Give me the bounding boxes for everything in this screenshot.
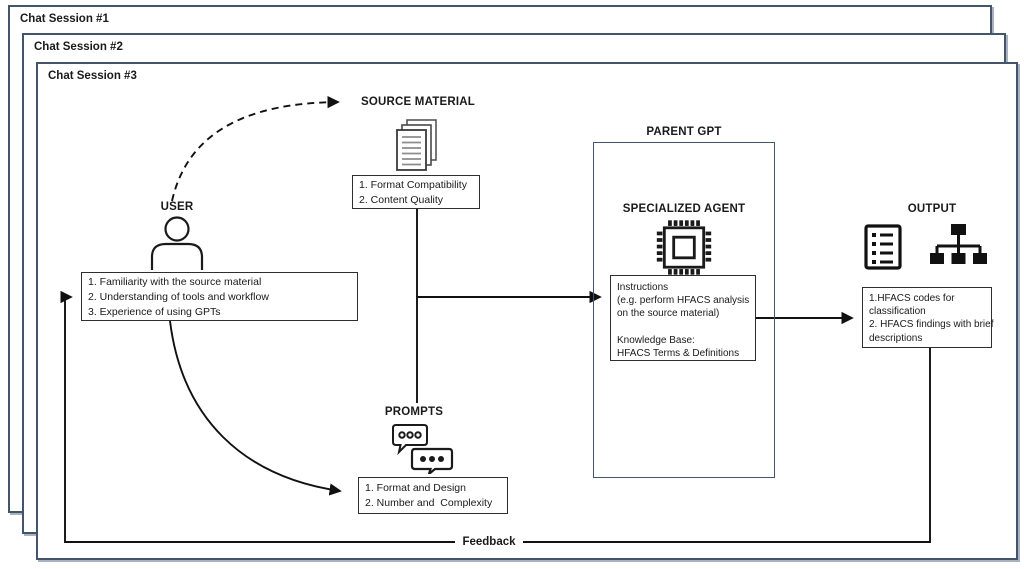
parent-gpt-title: PARENT GPT	[646, 126, 722, 138]
person-icon	[149, 215, 205, 271]
chat-session-3-label: Chat Session #3	[48, 70, 137, 82]
instruction-line: on the source material)	[617, 308, 720, 320]
source-material-factor: 2. Content Quality	[359, 194, 444, 206]
instruction-line: Knowledge Base:	[617, 334, 695, 346]
user-factor: 3. Experience of using GPTs	[88, 306, 221, 318]
instruction-line: HFACS Terms & Definitions	[617, 348, 740, 359]
checklist-icon	[864, 224, 903, 270]
instruction-line: Instructions	[617, 282, 669, 293]
prompts-factor: 2. Number and Complexity	[365, 497, 493, 509]
agent-instructions-box	[610, 275, 756, 361]
source-material-title: SOURCE MATERIAL	[361, 96, 475, 108]
feedback-label: Feedback	[455, 534, 523, 551]
chat-bubbles-icon	[391, 423, 455, 474]
instruction-line	[617, 321, 749, 334]
source-material-factor: 1. Format Compatibility	[359, 179, 467, 191]
output-line: 2. HFACS findings with brief	[869, 319, 994, 331]
user-factors-box	[81, 272, 358, 321]
prompts-factors-box	[358, 477, 508, 514]
chat-session-2-label: Chat Session #2	[34, 41, 123, 53]
user-title: USER	[160, 201, 194, 213]
user-factor: 1. Familiarity with the source material	[88, 276, 262, 288]
specialized-agent-title: SPECIALIZED AGENT	[622, 203, 746, 215]
hierarchy-icon	[929, 222, 988, 268]
user-factor: 2. Understanding of tools and workflow	[88, 291, 269, 303]
chat-session-1-label: Chat Session #1	[20, 13, 109, 25]
output-line: classification	[869, 306, 926, 318]
instruction-line: (e.g. perform HFACS analysis	[617, 295, 750, 307]
output-line: descriptions	[869, 332, 923, 344]
output-line: 1.HFACS codes for	[869, 293, 955, 304]
prompts-title: PROMPTS	[384, 406, 444, 418]
source-material-factors-box	[352, 175, 480, 209]
output-box	[862, 287, 992, 348]
documents-icon	[395, 119, 439, 172]
chip-icon	[654, 219, 714, 276]
output-title: OUTPUT	[907, 203, 957, 215]
prompts-factor: 1. Format and Design	[365, 482, 466, 494]
